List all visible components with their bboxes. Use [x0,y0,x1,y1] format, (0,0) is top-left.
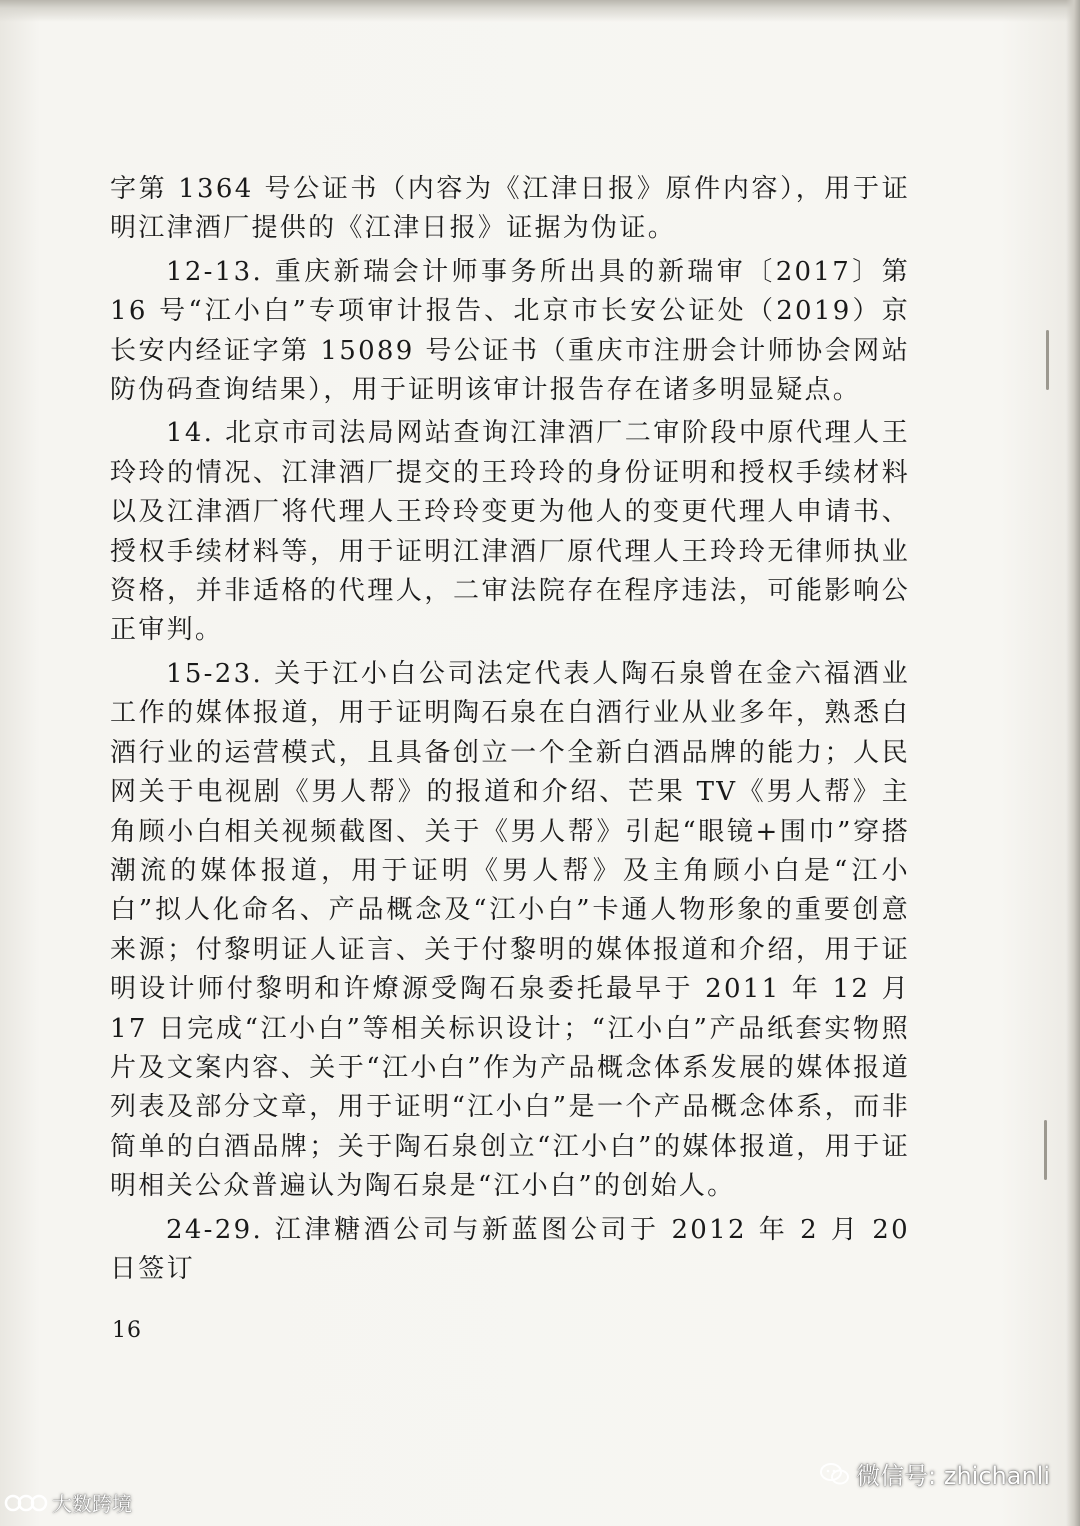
page-top-shadow [0,0,1080,22]
paragraph-evidence-14: 14. 北京市司法局网站查询江津酒厂二审阶段中原代理人王玲玲的情况、江津酒厂提交的王玲玲的身份证明和授权手续材料以及江津酒厂将代理人王玲玲变更为他人的变更代理人申请书、授权手续材料等，用于证明江津酒厂原代理人王玲玲无律师执业资格，并非适格的代理人，二审法院存在程序违法，可能影响公正审判。 [110,418,910,646]
watermark-right-text: 微信号: zhichanli [856,1462,1050,1490]
document-body [110,170,910,1293]
watermark-left-text: 大数跨境 [52,1492,132,1516]
watermark-left [4,1488,132,1517]
scan-artifact-mark [1044,1120,1047,1180]
paragraph-evidence-15-23: 15-23. 关于江小白公司法定代表人陶石泉曾在金六福酒业工作的媒体报道，用于证明陶石泉在白酒行业从业多年，熟悉白酒行业的运营模式，且具备创立一个全新白酒品牌的能力；人民网关于电视剧《男人帮》的报道和介绍、芒果 TV《男人帮》主角顾小白相关视频截图、关于《男人帮》引起“眼镜+围巾”穿搭潮流的媒体报道，用于证明《男人帮》及主角顾小白是“江小白”拟人化命名、产品概念及“江小白”卡通人物形象的重要创意来源；付黎明证人证言、关于付黎明的媒体报道和介绍，用于证明设计师付黎明和许燎源受陶石泉委托最早于 2011 年 12 月 17 日完成“江小白”等相关标识设计；“江小白”产品纸套实物照片及文案内容、关于“江小白”作为产品概念体系发展的媒体报道列表及部分文章，用于证明“江小白”是一个产品概念体系，而非简单的白酒品牌；关于陶石泉创立“江小白”的媒体报道，用于证明相关公众普遍认为陶石泉是“江小白”的创始人。 [110,658,910,1202]
scan-artifact-mark [1046,330,1049,390]
page-number: 16 [112,1318,142,1343]
dashukuajing-logo-icon [4,1492,48,1514]
paragraph-evidence-24-29: 24-29. 江津糖酒公司与新蓝图公司于 2012 年 2 月 20 日签订 [110,1214,910,1284]
paragraph-evidence-12-13: 12-13. 重庆新瑞会计师事务所出具的新瑞审〔2017〕第 16 号“江小白”专项审计报告、北京市长安公证处（2019）京长安内经证字第 15089 号公证书（重庆市注册会计师协会网站防伪码查询结果），用于证明该审计报告存在诸多明显疑点。 [110,256,910,406]
page-right-shadow [1066,0,1080,1526]
paragraph-continuation: 字第 1364 号公证书（内容为《江津日报》原件内容），用于证明江津酒厂提供的《江津日报》证据为伪证。 [110,174,910,244]
watermark-right [820,1456,1050,1491]
wechat-icon [820,1462,850,1486]
